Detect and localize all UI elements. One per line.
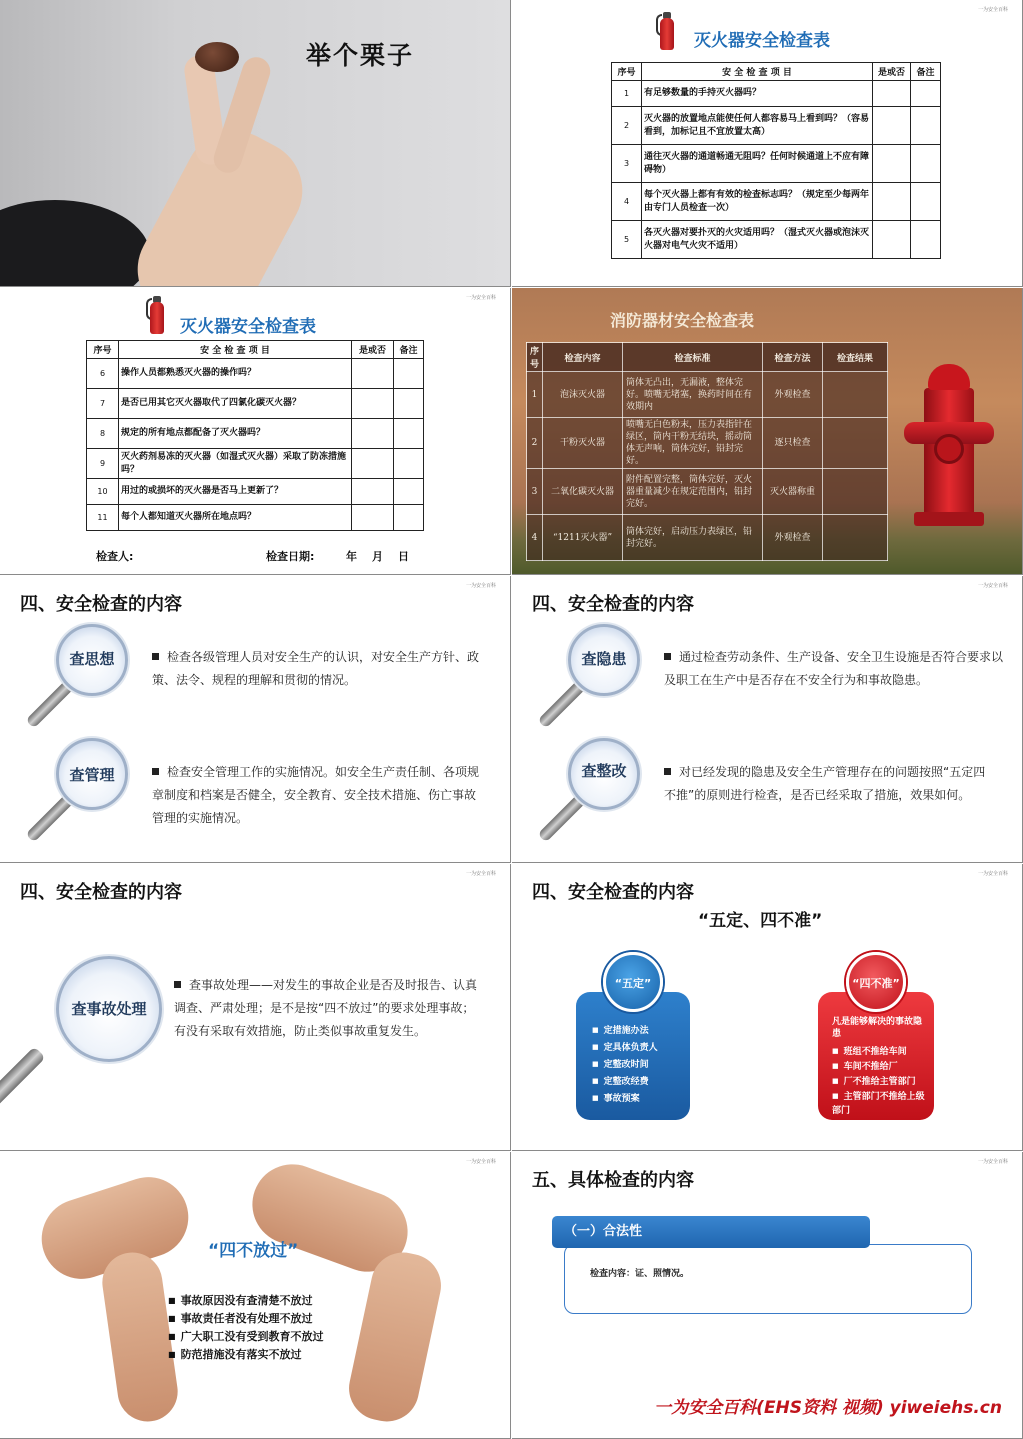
list-item: ■ 定措施办法 xyxy=(592,1022,658,1039)
item-label: 查思想 xyxy=(69,650,115,668)
col-header: 检查内容 xyxy=(543,343,623,372)
legality-tab: （一）合法性 xyxy=(552,1216,870,1248)
col-header: 安 全 检 查 项 目 xyxy=(119,341,352,359)
table-row: 3 通往灭火器的通道畅通无阻吗？任何时候通道上不应有障碍物） xyxy=(612,145,941,183)
answer-cell[interactable] xyxy=(352,449,394,479)
fire-extinguisher-icon xyxy=(146,294,168,334)
slide-title: 举个栗子 xyxy=(306,41,415,70)
equipment-table xyxy=(526,342,888,561)
hand-image xyxy=(343,1247,447,1428)
bullet-text: 对已经发现的隐患及安全生产管理存在的问题按照“五定四不推”的原则进行检查，是否已经采取了措施，效果如何。 xyxy=(664,765,986,802)
col-header: 检查标准 xyxy=(623,343,763,372)
list-item: ■ 事故责任者没有处理不放过 xyxy=(168,1310,324,1328)
month-label: 月 xyxy=(372,550,383,563)
table-row: 8 规定的所有地点都配备了灭火器吗？ xyxy=(87,419,424,449)
remark-cell[interactable] xyxy=(394,479,424,505)
slide-section4-b xyxy=(512,576,1023,863)
list-item: ■ 厂不推给主管部门 xyxy=(832,1074,932,1089)
fire-extinguisher-icon xyxy=(656,10,678,50)
slide-section4-c xyxy=(0,864,511,1151)
table-row: 10 用过的或损坏的灭火器是否马上更新了？ xyxy=(87,479,424,505)
list-item: ■ 定整改经费 xyxy=(592,1073,658,1090)
check-table xyxy=(86,340,424,531)
section-title: 五、具体检查的内容 xyxy=(532,1170,694,1191)
slide-fire-equipment-table xyxy=(512,288,1023,575)
table-title: 灭火器安全检查表 xyxy=(180,317,316,337)
year-label: 年 xyxy=(346,550,357,563)
table-row: 5 各灭火器对要扑灭的火灾适用吗？（湿式灭火器或泡沫灭火器对电气火灾不适用） xyxy=(612,221,941,259)
list-item: ■ 主管部门不推给上级部门 xyxy=(832,1089,932,1118)
remark-cell[interactable] xyxy=(911,81,941,107)
answer-cell[interactable] xyxy=(352,359,394,389)
content-text: 检查内容：证、照情况。 xyxy=(590,1269,690,1279)
answer-cell[interactable] xyxy=(873,221,911,259)
inspector-label: 检查人: xyxy=(96,550,134,563)
answer-cell[interactable] xyxy=(352,479,394,505)
table-row: 1 有足够数量的手持灭火器吗？ xyxy=(612,81,941,107)
sibuzhun-list xyxy=(832,1044,932,1118)
watermark: 一为安全百科 xyxy=(465,871,496,877)
list-item: ■ 防范措施没有落实不放过 xyxy=(168,1346,324,1364)
remark-cell[interactable] xyxy=(394,449,424,479)
section-title: 四、安全检查的内容 xyxy=(20,882,182,903)
fire-hydrant-image xyxy=(904,364,994,534)
slide-extinguisher-table-1 xyxy=(512,0,1023,287)
sibuzhun-badge: “四不准” xyxy=(846,952,906,1012)
table-row: 3 二氧化碳灭火器 附件配置完整，筒体完好，灭火器重量减少在规定范围内，铅封完好。 灭火器称重 xyxy=(527,469,888,515)
table-row: 9 灭火药剂易冻的灭火器（如湿式灭火器）采取了防冻措施吗？ xyxy=(87,449,424,479)
section-title: 四、安全检查的内容 xyxy=(532,594,694,615)
col-header: 安 全 检 查 项 目 xyxy=(642,63,873,81)
remark-cell[interactable] xyxy=(394,389,424,419)
table-row: 1 泡沫灭火器 筒体无凸出，无漏液，整体完好。喷嘴无堵塞，换药时间在有效期内 外观检查 xyxy=(527,372,888,418)
slide-section4-a xyxy=(0,576,511,863)
answer-cell[interactable] xyxy=(352,419,394,449)
table-row: 6 操作人员都熟悉灭火器的操作吗？ xyxy=(87,359,424,389)
col-header: 是或否 xyxy=(873,63,911,81)
col-header: 序号 xyxy=(612,63,642,81)
remark-cell[interactable] xyxy=(911,107,941,145)
table-row: 4 “1211灭火器” 筒体完好，启动压力表绿区，铅封完好。 外观检查 xyxy=(527,515,888,561)
col-header: 检查方法 xyxy=(763,343,823,372)
result-cell[interactable] xyxy=(823,515,888,561)
item-label: 查整改 xyxy=(581,762,627,780)
watermark: 一为安全百科 xyxy=(465,295,496,301)
bullet-text: 通过检查劳动条件、生产设备、安全卫生设施是否符合要求以及职工在生产中是否存在不安全行为和事故隐患。 xyxy=(664,650,1004,687)
list-item: ■ 车间不推给厂 xyxy=(832,1059,932,1074)
result-cell[interactable] xyxy=(823,372,888,418)
subheading: “四不放过” xyxy=(208,1241,299,1261)
answer-cell[interactable] xyxy=(873,81,911,107)
answer-cell[interactable] xyxy=(352,505,394,531)
watermark: 一为安全百科 xyxy=(977,1159,1008,1165)
list-item: ■ 广大职工没有受到教育不放过 xyxy=(168,1328,324,1346)
bullet-text: 检查各级管理人员对安全生产的认识，对安全生产方针、政策、法令、规程的理解和贯彻的情况。 xyxy=(152,650,480,687)
slide-section5 xyxy=(512,1152,1023,1439)
list-item: ■ 事故预案 xyxy=(592,1090,658,1107)
section-title: 四、安全检查的内容 xyxy=(532,882,694,903)
remark-cell[interactable] xyxy=(394,505,424,531)
col-header: 序号 xyxy=(527,343,543,372)
item-label: 查管理 xyxy=(69,766,115,784)
day-label: 日 xyxy=(398,550,409,563)
list-item: ■ 事故原因没有查清楚不放过 xyxy=(168,1292,324,1310)
remark-cell[interactable] xyxy=(394,419,424,449)
col-header: 是或否 xyxy=(352,341,394,359)
watermark: 一为安全百科 xyxy=(465,583,496,589)
result-cell[interactable] xyxy=(823,418,888,469)
slide-four-not-letgo xyxy=(0,1152,511,1439)
answer-cell[interactable] xyxy=(352,389,394,419)
remark-cell[interactable] xyxy=(911,183,941,221)
answer-cell[interactable] xyxy=(873,145,911,183)
col-header: 检查结果 xyxy=(823,343,888,372)
col-header: 备注 xyxy=(911,63,941,81)
table-row: 2 干粉灭火器 喷嘴无白色粉末，压力表指针在绿区，筒内干粉无结块，摇动筒体无声响，筒体完好，铅封完好。 逐只检查 xyxy=(527,418,888,469)
watermark: 一为安全百科 xyxy=(977,7,1008,13)
content-box xyxy=(564,1244,972,1314)
answer-cell[interactable] xyxy=(873,107,911,145)
table-title: 灭火器安全检查表 xyxy=(694,31,830,51)
table-row: 11 每个人都知道灭火器所在地点吗？ xyxy=(87,505,424,531)
list-item: ■ 班组不推给车间 xyxy=(832,1044,932,1059)
remark-cell[interactable] xyxy=(911,145,941,183)
subheading: “五定、四不准” xyxy=(698,911,823,931)
table-title: 消防器材安全检查表 xyxy=(610,311,755,330)
remark-cell[interactable] xyxy=(394,359,424,389)
check-table xyxy=(611,62,941,259)
item-label: 查隐患 xyxy=(581,650,627,668)
watermark: 一为安全百科 xyxy=(465,1159,496,1165)
answer-cell[interactable] xyxy=(873,183,911,221)
table-row: 2 灭火器的放置地点能使任何人都容易马上看到吗？（容易看到，加标记且不宜放置太高） xyxy=(612,107,941,145)
footer-brand: 一为安全百科(EHS资料 视频) yiweiehs.cn xyxy=(654,1398,1002,1418)
date-label: 检查日期: xyxy=(266,550,315,563)
wuding-list xyxy=(592,1022,658,1107)
col-header: 备注 xyxy=(394,341,424,359)
remark-cell[interactable] xyxy=(911,221,941,259)
slide-extinguisher-table-2 xyxy=(0,288,511,575)
section-title: 四、安全检查的内容 xyxy=(20,594,182,615)
sibufangguo-list xyxy=(168,1292,324,1364)
item-label: 查事故处理 xyxy=(71,1000,147,1018)
watermark: 一为安全百科 xyxy=(977,871,1008,877)
card-intro: 凡是能够解决的事故隐患 xyxy=(832,1017,923,1039)
slide-example xyxy=(0,0,511,287)
result-cell[interactable] xyxy=(823,469,888,515)
list-item: ■ 定整改时间 xyxy=(592,1056,658,1073)
table-row: 4 每个灭火器上都有有效的检查标志吗？（规定至少每两年由专门人员检查一次） xyxy=(612,183,941,221)
col-header: 序号 xyxy=(87,341,119,359)
watermark: 一为安全百科 xyxy=(977,583,1008,589)
chestnut-image xyxy=(195,42,239,72)
list-item: ■ 定具体负责人 xyxy=(592,1039,658,1056)
table-row: 7 是否已用其它灭火器取代了四氯化碳灭火器？ xyxy=(87,389,424,419)
wuding-badge: “五定” xyxy=(603,952,663,1012)
bullet-text: 查事故处理——对发生的事故企业是否及时报告、认真调查、严肃处理；是不是按“四不放过”的要求处理事故；有没有采取有效措施，防止类似事故重复发生。 xyxy=(174,978,478,1038)
bullet-text: 检查安全管理工作的实施情况。如安全生产责任制、各项规章制度和档案是否健全，安全教育、安全技术措施、伤亡事故管理的实施情况。 xyxy=(152,765,480,825)
slide-five-four xyxy=(512,864,1023,1151)
